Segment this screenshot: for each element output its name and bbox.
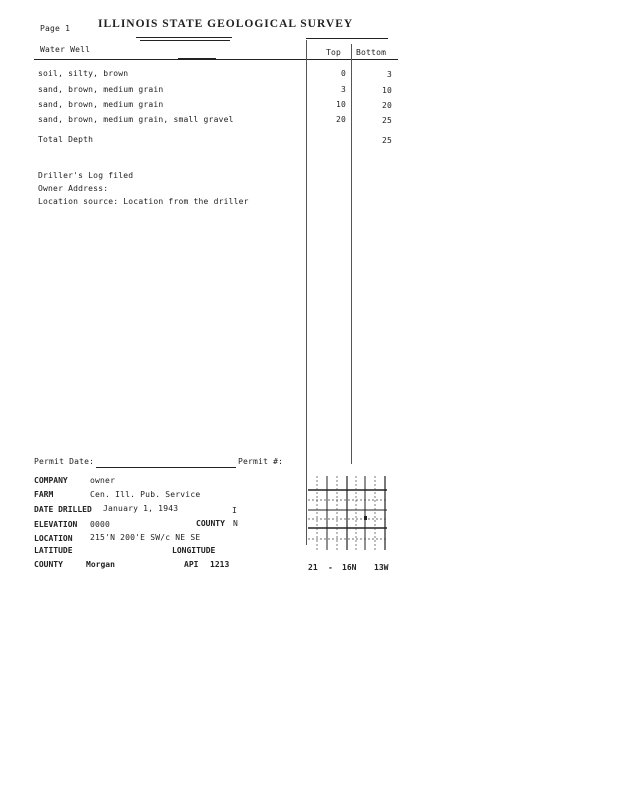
location-label: LOCATION bbox=[34, 534, 73, 543]
column-rule-left bbox=[306, 40, 307, 545]
page-label: Page 1 bbox=[40, 24, 71, 33]
col-top-header: Top bbox=[326, 48, 342, 57]
log-row-top: 3 bbox=[340, 85, 346, 94]
log-row-bottom: 3 bbox=[386, 70, 392, 79]
permit-date-line bbox=[96, 467, 236, 468]
column-header-top-rule bbox=[306, 38, 388, 39]
api-value: 1213 bbox=[210, 560, 230, 569]
date-drilled-label: DATE DRILLED bbox=[34, 505, 92, 514]
county-value: Morgan bbox=[86, 560, 115, 569]
log-row-bottom: 10 bbox=[381, 86, 392, 95]
log-row-top: 20 bbox=[335, 115, 346, 124]
farm-label: FARM bbox=[34, 490, 54, 499]
range: 13W bbox=[374, 563, 389, 572]
log-row-top: 0 bbox=[340, 69, 346, 78]
log-row-top: 10 bbox=[335, 100, 346, 109]
total-depth-label: Total Depth bbox=[38, 135, 94, 144]
county-number-label: COUNTY bbox=[196, 519, 225, 528]
location-value: 215'N 200'E SW/c NE SE bbox=[90, 533, 201, 542]
county-number-value: N bbox=[233, 519, 239, 528]
section-number: 21 bbox=[308, 563, 318, 572]
header-rule bbox=[34, 59, 398, 60]
title-underline-2 bbox=[140, 40, 230, 41]
log-row-desc: sand, brown, medium grain bbox=[38, 100, 164, 109]
col-bottom-header: Bottom bbox=[356, 48, 387, 57]
elevation-label: ELEVATION bbox=[34, 520, 78, 529]
note-owner-address: Owner Address: bbox=[38, 184, 109, 193]
log-row-bottom: 25 bbox=[381, 116, 392, 125]
header-rule-accent bbox=[178, 58, 216, 60]
log-row-bottom: 20 bbox=[381, 101, 392, 110]
company-label: COMPANY bbox=[34, 476, 68, 485]
elevation-value: 0000 bbox=[90, 520, 111, 529]
title-underline-1 bbox=[136, 37, 232, 38]
column-rule-middle bbox=[351, 44, 352, 464]
permit-number-label: Permit #: bbox=[238, 457, 284, 466]
well-type: Water Well bbox=[40, 45, 91, 54]
log-row-desc: sand, brown, medium grain bbox=[38, 85, 164, 94]
permit-date-label: Permit Date: bbox=[34, 457, 95, 466]
longitude-label: LONGITUDE bbox=[172, 546, 216, 555]
county-label: COUNTY bbox=[34, 560, 63, 569]
section-location-grid bbox=[307, 474, 391, 552]
farm-value: Cen. Ill. Pub. Service bbox=[90, 490, 201, 499]
company-value: owner bbox=[90, 476, 116, 485]
log-row-desc: sand, brown, medium grain, small gravel bbox=[38, 115, 234, 124]
note-drillers-log: Driller's Log filed bbox=[38, 171, 134, 180]
total-depth-value: 25 bbox=[381, 136, 392, 145]
api-label: API bbox=[184, 560, 199, 569]
date-drilled-value: January 1, 1943 bbox=[103, 504, 179, 513]
latitude-label: LATITUDE bbox=[34, 546, 73, 555]
township: 16N bbox=[342, 563, 357, 572]
note-location-source: Location source: Location from the driller bbox=[38, 197, 249, 206]
section-dash: - bbox=[328, 563, 333, 572]
survey-title: ILLINOIS STATE GEOLOGICAL SURVEY bbox=[98, 18, 354, 30]
log-row-desc: soil, silty, brown bbox=[38, 69, 129, 78]
date-drilled-suffix: I bbox=[232, 506, 238, 515]
